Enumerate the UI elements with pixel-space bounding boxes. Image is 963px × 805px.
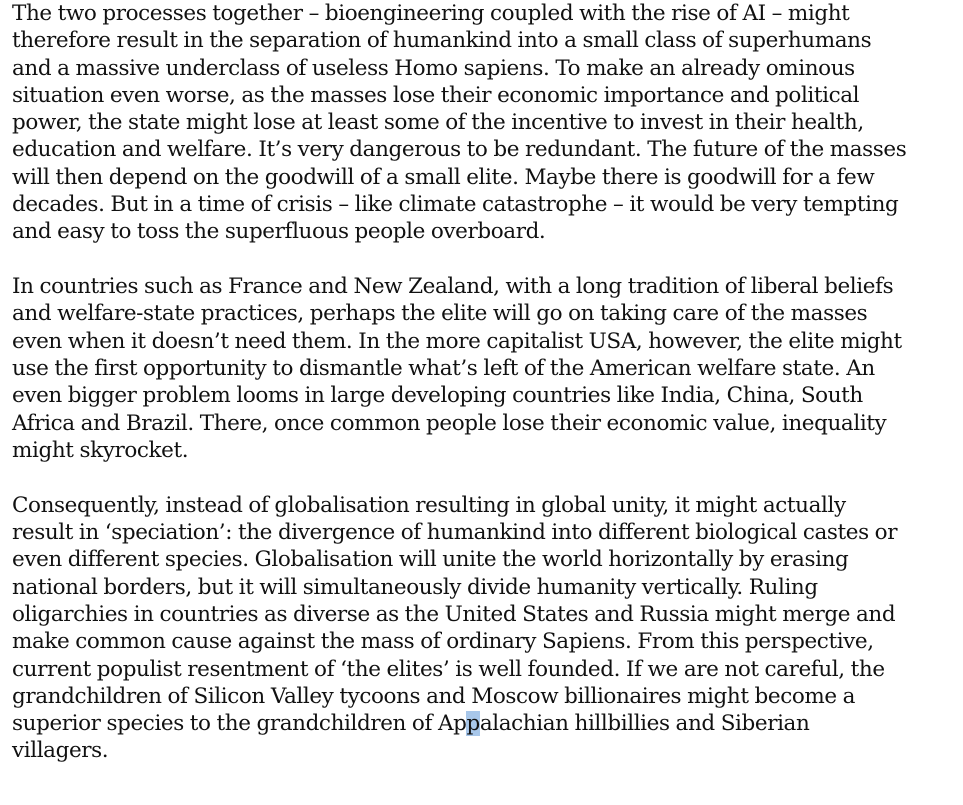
text-line: current populist resentment of ‘the elites’ is well founded. If we are not careful, the [12, 656, 885, 682]
text-line-with-selection[interactable] [12, 710, 957, 737]
paragraph-1 [12, 0, 957, 246]
text-line: might skyrocket. [12, 437, 189, 463]
text-line: power, the state might lose at least some of the incentive to invest in their health, [12, 110, 864, 136]
text-line: and easy to toss the superfluous people overboard. [12, 219, 546, 245]
text-line: In countries such as France and New Zealand, with a long tradition of liberal beliefs [12, 274, 894, 300]
text-line: villagers. [12, 738, 109, 764]
text-line: will then depend on the goodwill of a small elite. Maybe there is goodwill for a few [12, 164, 875, 190]
text-line: and welfare-state practices, perhaps the elite will go on taking care of the masses [12, 301, 868, 327]
text-line: and a massive underclass of useless Homo sapiens. To make an already ominous [12, 55, 855, 81]
text-selection-highlight[interactable]: p [466, 711, 480, 737]
text-line: education and welfare. It’s very dangerous to be redundant. The future of the masses [12, 137, 907, 163]
text-line: national borders, but it will simultaneously divide humanity vertically. Ruling [12, 574, 818, 600]
text-line: decades. But in a time of crisis – like climate catastrophe – it would be very tempting [12, 192, 899, 218]
text-line: therefore result in the separation of humankind into a small class of superhumans [12, 28, 872, 54]
paragraph-3 [12, 492, 957, 765]
text-line: even different species. Globalisation will unite the world horizontally by erasing [12, 547, 849, 573]
text-line: Consequently, instead of globalisation resulting in global unity, it might actually [12, 492, 846, 518]
text-line: use the first opportunity to dismantle what’s left of the American welfare state. An [12, 356, 875, 382]
text-line: even when it doesn’t need them. In the more capitalist USA, however, the elite might [12, 328, 902, 354]
text-line: grandchildren of Silicon Valley tycoons and Moscow billionaires might become a [12, 683, 856, 709]
text-line: Africa and Brazil. There, once common people lose their economic value, inequality [12, 410, 887, 436]
text-segment: superior species to the grandchildren of Ap [12, 711, 467, 737]
text-segment: alachian hillbillies and Siberian [479, 711, 810, 737]
document-body [12, 0, 957, 792]
text-line: The two processes together – bioengineering coupled with the rise of AI – might [12, 1, 850, 26]
text-line: result in ‘speciation’: the divergence of humankind into different biological castes or [12, 520, 898, 546]
text-line: situation even worse, as the masses lose their economic importance and political [12, 82, 860, 108]
text-line: make common cause against the mass of ordinary Sapiens. From this perspective, [12, 629, 874, 655]
paragraph-2 [12, 273, 957, 464]
text-line: even bigger problem looms in large developing countries like India, China, South [12, 383, 863, 409]
text-line: oligarchies in countries as diverse as the United States and Russia might merge and [12, 601, 896, 627]
